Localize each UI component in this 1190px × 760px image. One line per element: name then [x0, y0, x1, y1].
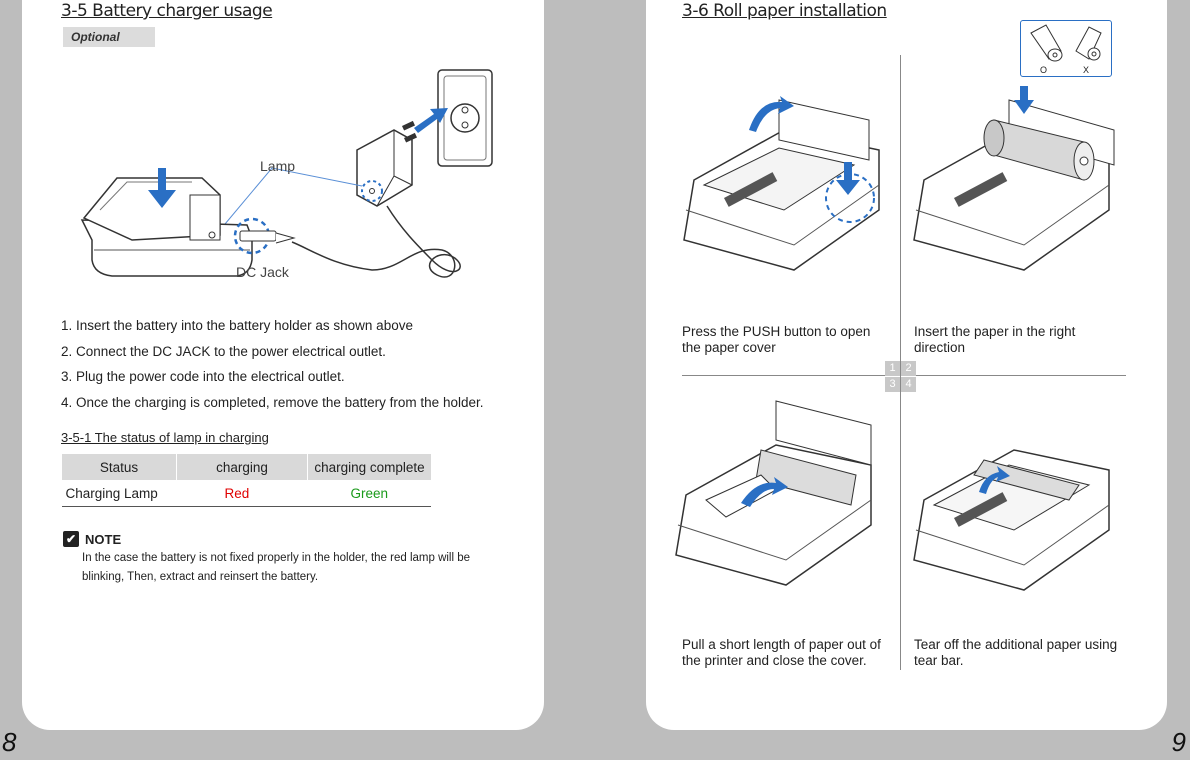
correct-mark: O: [1040, 65, 1048, 75]
power-adapter: [357, 121, 417, 206]
note-body: In the case the battery is not fixed properly in the holder, the red lamp will be blinking, Then, extract and reinsert the battery.: [82, 552, 471, 583]
list-item: 2. Connect the DC JACK to the power electrical outlet.: [61, 343, 386, 359]
list-item: 4. Once the charging is completed, remove the battery from the holder.: [61, 394, 484, 410]
list-item: 3. Plug the power code into the electrical outlet.: [61, 369, 345, 384]
paper-orientation-box: [1020, 20, 1112, 77]
section-title: 3-6 Roll paper installation: [682, 1, 887, 21]
table-cell-label: Charging Lamp: [62, 480, 177, 507]
grid-number: 1: [885, 361, 900, 376]
lamp-leader-line: [220, 168, 362, 230]
table-header: Status: [62, 454, 177, 480]
optional-badge: Optional: [63, 27, 155, 47]
step-caption-4: Tear off the additional paper using tear bar.: [914, 637, 1118, 668]
grid-number: 3: [885, 377, 900, 392]
status-green: Green: [308, 480, 432, 507]
printer-step-3: [666, 395, 896, 595]
step-caption-3: Pull a short length of paper out of the printer and close the cover.: [682, 637, 881, 668]
page-number-left: 8: [2, 727, 17, 757]
table-header: charging complete: [308, 454, 432, 480]
grid-number: 2: [901, 361, 916, 376]
step-caption-2: Insert the paper in the right direction: [914, 324, 1076, 355]
grid-number: 4: [901, 377, 916, 392]
table-header-row: [62, 454, 432, 480]
checkmark-icon: ✔: [63, 531, 79, 547]
section-title: 3-5 Battery charger usage: [61, 1, 273, 21]
table-header: charging: [177, 454, 308, 480]
left-page: [22, 0, 544, 730]
note-title: NOTE: [85, 531, 122, 547]
power-cable: [292, 206, 460, 277]
table-row: [62, 480, 432, 507]
paper-roll-icon: [1021, 21, 1111, 65]
list-item: 1. Insert the battery into the battery holder as shown above: [61, 318, 413, 333]
step-caption-1: Press the PUSH button to open the paper cover: [682, 324, 871, 355]
printer-step-1: [674, 80, 899, 275]
printer-step-4: [904, 420, 1129, 600]
lamp-status-subtitle: 3-5-1 The status of lamp in charging: [61, 430, 269, 445]
wrong-mark: X: [1083, 65, 1090, 75]
status-red: Red: [177, 480, 308, 507]
right-page: [646, 0, 1167, 730]
note-heading: [63, 531, 121, 547]
instruction-list: [61, 318, 483, 420]
page-number-right: 9: [1171, 727, 1186, 757]
charger-illustration: [72, 60, 512, 300]
wall-outlet: [438, 70, 492, 166]
lamp-label: Lamp: [260, 158, 296, 174]
lamp-status-table: [61, 454, 431, 507]
dc-jack-label: DC Jack: [236, 264, 289, 280]
printer-step-2: [904, 80, 1129, 275]
